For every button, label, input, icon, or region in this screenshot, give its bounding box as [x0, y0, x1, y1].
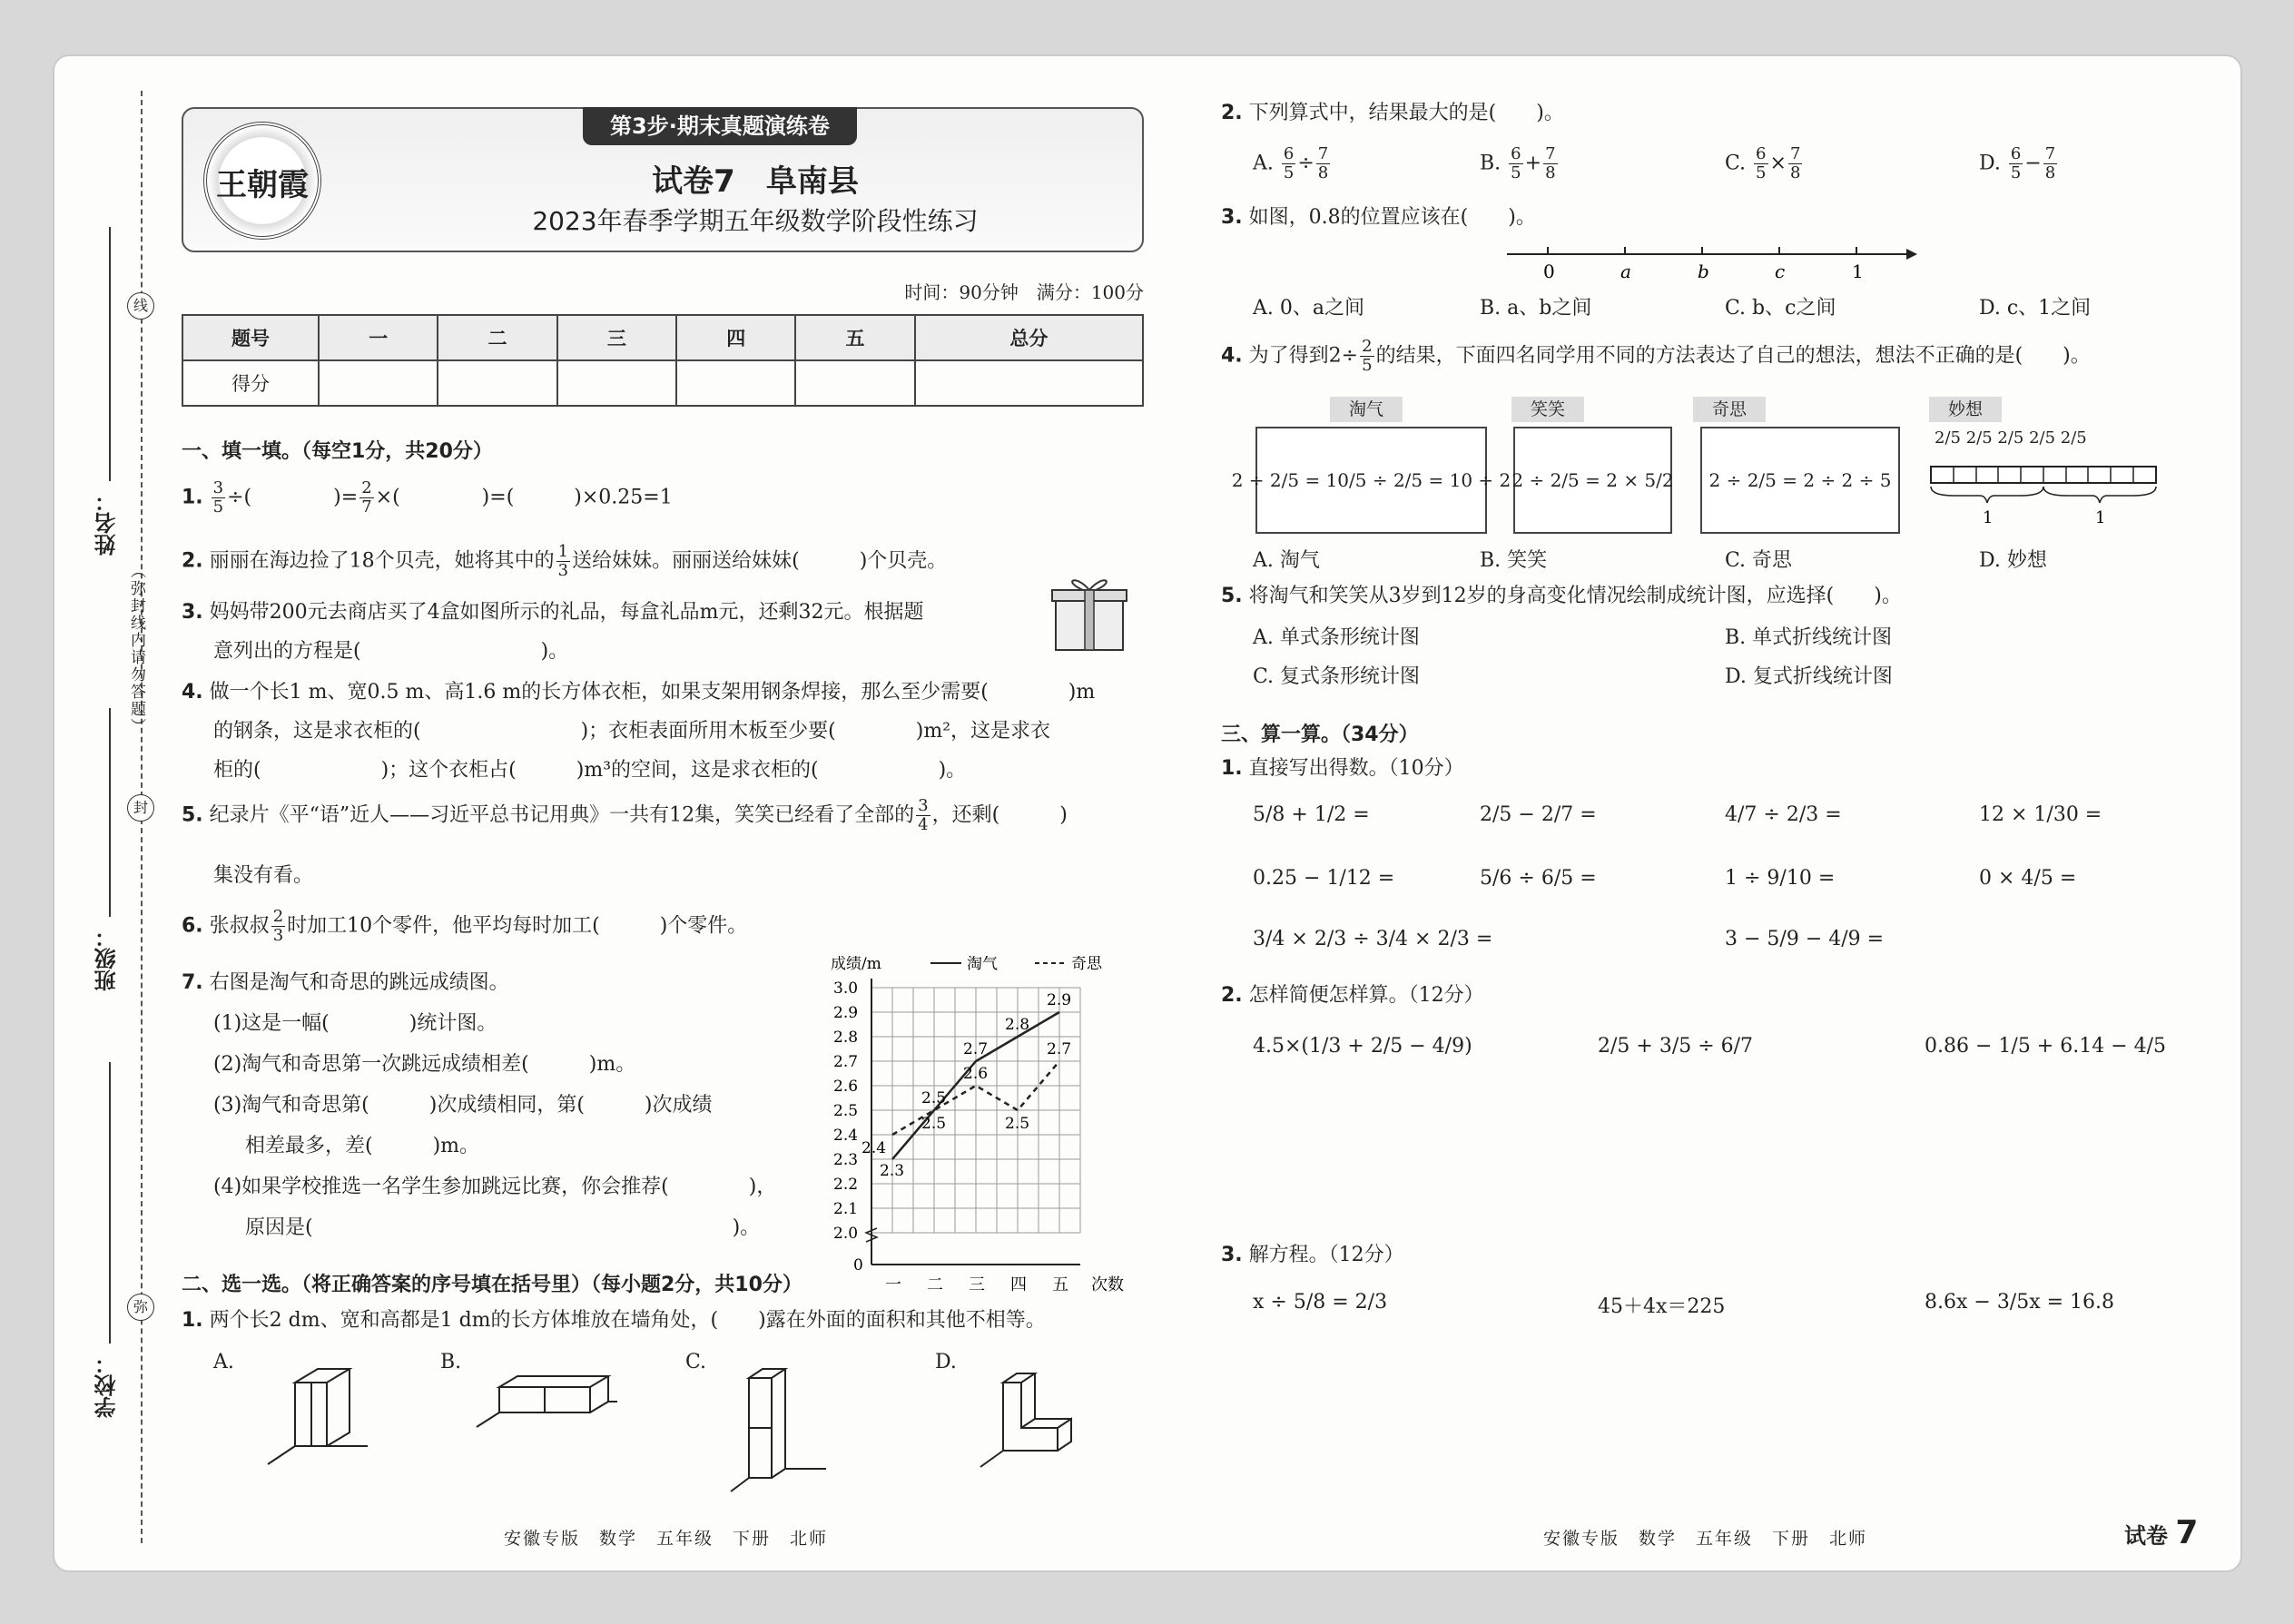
score-header: 五 — [795, 315, 914, 360]
page-number-value: 7 — [2175, 1514, 2199, 1551]
text: 为了得到2÷ — [1248, 344, 1359, 368]
method-card-xiaoxiao: 2 ÷ 2/5 = 2 × 5/2 — [1513, 427, 1672, 534]
text: 直接写出得数。（10分） — [1248, 757, 1464, 780]
equation-item[interactable]: 8.6x − 3/5x = 16.8 — [1925, 1291, 2115, 1314]
svg-text:1: 1 — [1983, 508, 1994, 527]
s1-q4-cont1: 的钢条，这是求衣柜的( )；衣柜表面所用木板至少要( )m²，这是求衣 — [213, 720, 1051, 743]
y-tick-label: 2.1 — [833, 1200, 859, 1218]
num: 7 — [1789, 144, 1801, 163]
simplify-item[interactable]: 2/5 + 3/5 ÷ 6/7 — [1598, 1035, 1754, 1058]
logo-text: 王朝霞 — [216, 167, 309, 203]
cuboid-figure-a — [250, 1351, 377, 1469]
equation-item[interactable]: x ÷ 5/8 = 2/3 — [1253, 1291, 1388, 1314]
num: 7 — [2044, 144, 2056, 163]
student-name-tag: 奇思 — [1693, 397, 1766, 422]
s2-q4 — [1221, 338, 2091, 375]
s1-q2 — [182, 543, 947, 580]
s2-q1 — [182, 1307, 1046, 1334]
data-label: 2.5 — [921, 1089, 947, 1107]
calc-item[interactable]: 0 × 4/5 = — [1979, 867, 2077, 890]
s3-p2 — [1221, 982, 1484, 1009]
option-a[interactable]: A. 淘气 — [1253, 549, 1320, 572]
y-tick-label: 2.5 — [833, 1102, 859, 1120]
text: 纪录片《平“语”近人——习近平总书记用典》一共有12集，笑笑已经看了全部的 — [209, 803, 915, 827]
data-label: 2.6 — [963, 1065, 989, 1083]
section1-title: 一、填一填。（每空1分，共20分） — [182, 440, 493, 463]
num: 6 — [2010, 144, 2022, 163]
step-tag: 第3步·期末真题演练卷 — [583, 107, 857, 145]
exam-title: 试卷7 阜南县 — [652, 163, 859, 200]
y-tick-label: 2.6 — [833, 1078, 859, 1096]
text: ×( — [375, 486, 400, 509]
method-card-taoqi: 2 ÷ 2/5 = 10/5 ÷ 2/5 = 10 ÷ 2 — [1255, 427, 1487, 534]
text: 送给妹妹。丽丽送给妹妹( )个贝壳。 — [572, 549, 948, 573]
q-number: 3. — [182, 601, 203, 624]
score-cell[interactable] — [319, 360, 438, 406]
fraction — [2009, 145, 2023, 182]
y-tick-label: 2.4 — [833, 1127, 859, 1145]
calc-item[interactable]: 12 × 1/30 = — [1979, 803, 2102, 826]
fraction — [1282, 145, 1295, 182]
text: 怎样简便怎样算。（12分） — [1248, 984, 1484, 1007]
opt-label: A. — [1253, 152, 1274, 175]
gift-box-image — [1049, 572, 1130, 654]
s2-q3 — [1221, 204, 1536, 231]
y-axis-label: 成绩/m — [831, 956, 881, 973]
fraction — [556, 543, 570, 580]
text: 右图是淘气和奇思的跳远成绩图。 — [209, 971, 509, 994]
y-tick-label: 2.7 — [833, 1053, 859, 1071]
x-tick-label: 一 — [885, 1275, 901, 1294]
calc-item[interactable]: 5/8 + 1/2 = — [1253, 803, 1370, 826]
footer-left: 安徽专版 数学 五年级 下册 北师 — [504, 1529, 829, 1549]
q-number: 3. — [1221, 206, 1243, 229]
den: 5 — [212, 497, 224, 517]
s1-q4 — [182, 679, 1095, 706]
option-b[interactable]: B. 单式折线统计图 — [1725, 626, 1893, 649]
den: 5 — [1362, 355, 1373, 375]
calc-item[interactable]: 4/7 ÷ 2/3 = — [1725, 803, 1842, 826]
y-tick-label: 0 — [853, 1256, 863, 1275]
fraction — [1360, 338, 1373, 375]
option-d[interactable]: D. — [935, 1351, 957, 1373]
option-b[interactable]: B. — [440, 1351, 462, 1373]
den: 5 — [1511, 162, 1521, 182]
s1-q7-4-cont: 原因是( )。 — [245, 1216, 761, 1239]
seal-note: （弥封线内请勿答题） — [127, 563, 145, 735]
calc-item[interactable]: 1 ÷ 9/10 = — [1725, 867, 1836, 890]
x-tick-label: 二 — [927, 1275, 943, 1294]
q-number: 3. — [1221, 1244, 1243, 1266]
student-name-tag: 妙想 — [1929, 397, 2002, 422]
fraction — [1316, 145, 1330, 182]
den: 8 — [1545, 162, 1556, 182]
option-d[interactable]: D. 妙想 — [1979, 549, 2047, 572]
option-d[interactable]: D. 复式折线统计图 — [1725, 665, 1893, 688]
s1-q7 — [182, 969, 509, 997]
time-info: 时间：90分钟 满分：100分 — [904, 281, 1144, 303]
text: 如图，0.8的位置应该在( )。 — [1248, 206, 1536, 229]
text: 的结果，下面四名同学用不同的方法表达了自己的想法，想法不正确的是( )。 — [1375, 344, 2091, 368]
fraction-strip — [1927, 463, 2161, 534]
method-card-qisi: 2 ÷ 2/5 = 2 ÷ 2 ÷ 5 — [1700, 427, 1900, 534]
s1-q7-3: (3)淘气和奇思第( )次成绩相同，第( )次成绩 — [213, 1094, 713, 1117]
option-c[interactable]: C. — [685, 1351, 707, 1373]
q-number: 2. — [1221, 984, 1243, 1007]
x-tick-label: 三 — [969, 1275, 985, 1294]
data-label: 2.9 — [1047, 991, 1072, 1009]
fraction — [1509, 145, 1522, 182]
option-c[interactable]: C. 复式条形统计图 — [1253, 665, 1421, 688]
option-a[interactable] — [1253, 145, 1332, 182]
fraction-row: 2/5 2/5 2/5 2/5 2/5 — [1935, 428, 2087, 448]
score-header: 题号 — [182, 315, 319, 360]
option-d[interactable] — [1979, 145, 2059, 182]
data-label: 2.8 — [1005, 1016, 1030, 1034]
cuboid-figure-b — [468, 1351, 622, 1442]
den: 5 — [2010, 162, 2022, 182]
score-row-label: 得分 — [182, 360, 319, 406]
y-tick-label: 2.9 — [833, 1004, 859, 1022]
option-b[interactable]: B. 笑笑 — [1480, 549, 1548, 572]
score-cell[interactable] — [557, 360, 676, 406]
text: ，还剩( ) — [931, 803, 1068, 827]
data-label: 2.7 — [963, 1040, 989, 1058]
q-number: 5. — [1221, 585, 1243, 607]
school-field[interactable] — [109, 1062, 111, 1343]
s1-q7-1: (1)这是一幅( )统计图。 — [213, 1012, 497, 1035]
q-number: 1. — [182, 486, 203, 509]
right-column — [1221, 100, 2229, 1552]
q-number: 4. — [182, 681, 203, 704]
x-tick-label: 五 — [1052, 1275, 1068, 1294]
y-tick-label: 2.8 — [833, 1029, 859, 1047]
opt-label: C. — [1725, 152, 1747, 175]
y-tick-label: 2.3 — [833, 1151, 859, 1169]
data-label: 2.4 — [861, 1139, 887, 1157]
option-b[interactable]: B. a、b之间 — [1480, 297, 1592, 320]
name-label: 姓名： — [94, 490, 120, 556]
tick-label: 0 — [1543, 261, 1555, 282]
s2-q2 — [1221, 100, 1564, 127]
class-field[interactable] — [109, 708, 111, 917]
option-c[interactable]: C. b、c之间 — [1725, 297, 1836, 320]
score-header: 总分 — [915, 315, 1143, 360]
opt-label: D. — [1979, 152, 2001, 175]
den: 8 — [1317, 162, 1329, 182]
seal-char-mi: 弥 — [127, 1294, 154, 1321]
axis-break — [866, 1228, 877, 1242]
simplify-item[interactable]: 4.5×(1/3 + 2/5 − 4/9) — [1253, 1035, 1472, 1058]
s1-q4-cont2: 柜的( )；这个衣柜占( )m³的空间，这是求衣柜的( )。 — [213, 759, 967, 782]
num: 2 — [361, 478, 372, 497]
calc-item[interactable]: 0.25 − 1/12 = — [1253, 867, 1395, 890]
exam-header — [182, 107, 1144, 252]
text: 丽丽在海边捡了18个贝壳，她将其中的 — [209, 549, 555, 573]
method-card-miaoxiang — [1927, 427, 2161, 534]
simplify-item[interactable]: 0.86 − 1/5 + 6.14 − 4/5 — [1925, 1035, 2167, 1058]
operator: × — [1769, 152, 1787, 175]
q-number: 6. — [182, 914, 203, 938]
jump-chart — [831, 956, 1144, 1301]
operator: − — [2024, 152, 2042, 175]
num: 3 — [918, 796, 929, 815]
text: 将淘气和笑笑从3岁到12岁的身高变化情况绘制成统计图，应选择( )。 — [1248, 585, 1902, 607]
num: 6 — [1283, 144, 1295, 163]
student-name-tag: 淘气 — [1330, 397, 1403, 422]
text: 做一个长1 m、宽0.5 m、高1.6 m的长方体衣柜，如果支架用钢条焊接，那么至少需要( )m — [209, 681, 1096, 704]
y-tick-label: 2.0 — [833, 1225, 859, 1243]
score-header: 四 — [676, 315, 795, 360]
page-prefix: 试卷 — [2124, 1523, 2168, 1549]
den: 8 — [1789, 162, 1801, 182]
section3-title: 三、算一算。（34分） — [1221, 723, 1419, 746]
q-number: 7. — [182, 971, 203, 994]
tick-label: a — [1620, 261, 1631, 282]
operator: ÷ — [1297, 152, 1314, 175]
score-cell[interactable] — [676, 360, 795, 406]
line-chart — [831, 956, 1144, 1301]
s1-q7-2: (2)淘气和奇思第一次跳远成绩相差( )m。 — [213, 1053, 636, 1076]
score-table — [182, 314, 1144, 407]
text: 解方程。（12分） — [1248, 1244, 1404, 1266]
q-number: 1. — [182, 1309, 203, 1332]
q-number: 2. — [182, 549, 203, 573]
number-line — [1507, 243, 1925, 294]
den: 5 — [1283, 162, 1295, 182]
text: 两个长2 dm、宽和高都是1 dm的长方体堆放在墙角处，( )露在外面的面积和其他不相等。 — [209, 1309, 1046, 1332]
num: 6 — [1756, 144, 1767, 163]
option-a[interactable]: A. 0、a之间 — [1253, 297, 1364, 320]
num: 7 — [1545, 144, 1556, 163]
option-c[interactable] — [1725, 145, 1804, 182]
fraction — [1754, 145, 1767, 182]
text: 时加工10个零件，他平均每时加工( )个零件。 — [287, 914, 748, 938]
s3-p1 — [1221, 755, 1464, 782]
cuboid-figure-d — [967, 1351, 1094, 1487]
calc-item[interactable]: 5/6 ÷ 6/5 = — [1480, 867, 1597, 890]
score-cell[interactable] — [438, 360, 556, 406]
fraction — [2043, 145, 2057, 182]
exam-subtitle: 2023年春季学期五年级数学阶段性练习 — [532, 206, 979, 236]
tick-label: c — [1775, 261, 1786, 282]
calc-item[interactable]: 3/4 × 2/3 ÷ 3/4 × 2/3 = — [1253, 928, 1493, 950]
option-b[interactable] — [1480, 145, 1560, 182]
q-number: 2. — [1221, 102, 1243, 124]
s1-q6 — [182, 908, 747, 945]
legend-label: 奇思 — [1071, 956, 1102, 973]
fraction — [271, 908, 285, 945]
fraction — [916, 797, 930, 834]
den: 7 — [361, 497, 372, 517]
page-number — [2124, 1514, 2198, 1551]
name-field[interactable] — [109, 227, 111, 481]
data-label: 2.3 — [880, 1162, 905, 1180]
text: )= — [333, 486, 359, 509]
data-label: 2.5 — [1005, 1115, 1030, 1133]
den: 5 — [1756, 162, 1767, 182]
den: 3 — [557, 560, 569, 580]
data-label: 2.7 — [1047, 1040, 1072, 1058]
s1-q7-4: (4)如果学校推选一名学生参加跳远比赛，你会推荐( )， — [213, 1176, 777, 1198]
q-number: 1. — [1221, 757, 1243, 780]
score-header: 一 — [319, 315, 438, 360]
s1-q7-3-cont: 相差最多，差( )m。 — [245, 1135, 480, 1157]
y-tick-label: 3.0 — [833, 979, 859, 998]
legend-label: 淘气 — [967, 956, 998, 973]
s1-q3-cont: 意列出的方程是( )。 — [213, 640, 569, 663]
left-column — [182, 107, 1144, 1560]
footer-right: 安徽专版 数学 五年级 下册 北师 — [1543, 1529, 1868, 1549]
calc-item[interactable]: 3 − 5/9 − 4/9 = — [1725, 928, 1885, 950]
calc-item[interactable]: 2/5 − 2/7 = — [1480, 803, 1597, 826]
num: 6 — [1511, 144, 1521, 163]
s1-q5-cont: 集没有看。 — [213, 864, 314, 887]
den: 3 — [272, 925, 284, 945]
q-number: 5. — [182, 803, 203, 827]
num: 3 — [212, 478, 224, 497]
seal-char-feng: 封 — [127, 794, 154, 822]
s2-q5 — [1221, 583, 1902, 610]
num: 7 — [1317, 144, 1329, 163]
equation-item[interactable]: 45＋4x＝225 — [1598, 1295, 1726, 1318]
tick-label: 1 — [1852, 261, 1864, 282]
s1-q1 — [182, 479, 673, 517]
fraction — [212, 479, 225, 517]
text: 张叔叔 — [209, 914, 270, 938]
section2-title: 二、选一选。（将正确答案的序号填在括号里）（每小题2分，共10分） — [182, 1274, 802, 1296]
cuboid-figure-c — [717, 1351, 844, 1496]
num: 1 — [557, 542, 569, 561]
y-tick-label: 2.2 — [833, 1176, 859, 1194]
option-c[interactable]: C. 奇思 — [1725, 549, 1793, 572]
svg-text:1: 1 — [2095, 508, 2106, 527]
den: 4 — [918, 814, 929, 834]
data-label: 2.5 — [921, 1115, 947, 1133]
option-a[interactable]: A. 单式条形统计图 — [1253, 626, 1420, 649]
s1-q3 — [182, 599, 924, 626]
s3-p3 — [1221, 1242, 1404, 1269]
q-number: 4. — [1221, 344, 1243, 368]
seal-char-xian: 线 — [127, 292, 154, 320]
text: 妈妈带200元去商店买了4盒如图所示的礼品，每盒礼品m元，还剩32元。根据题 — [209, 601, 924, 624]
fraction — [1543, 145, 1557, 182]
option-a[interactable]: A. — [213, 1351, 234, 1373]
num: 2 — [1362, 337, 1373, 356]
score-header: 三 — [557, 315, 676, 360]
x-tick-label: 四 — [1010, 1275, 1027, 1294]
tick-label: b — [1698, 261, 1709, 282]
s1-q5 — [182, 797, 1068, 834]
fraction — [359, 479, 373, 517]
class-label: 班级： — [94, 926, 120, 991]
text: 下列算式中，结果最大的是( )。 — [1248, 102, 1564, 124]
school-label: 学校： — [94, 1353, 120, 1418]
score-cell[interactable] — [795, 360, 914, 406]
opt-label: B. — [1480, 152, 1501, 175]
student-name-tag: 笑笑 — [1511, 397, 1584, 422]
score-cell[interactable] — [915, 360, 1143, 406]
option-d[interactable]: D. c、1之间 — [1979, 297, 2092, 320]
x-axis-label: 次数 — [1091, 1275, 1124, 1294]
score-header: 二 — [438, 315, 556, 360]
text: ÷( — [227, 486, 252, 509]
fraction — [1788, 145, 1802, 182]
den: 8 — [2044, 162, 2056, 182]
num: 2 — [272, 907, 284, 926]
text: )=( )×0.25=1 — [481, 486, 673, 509]
operator: + — [1524, 152, 1542, 175]
